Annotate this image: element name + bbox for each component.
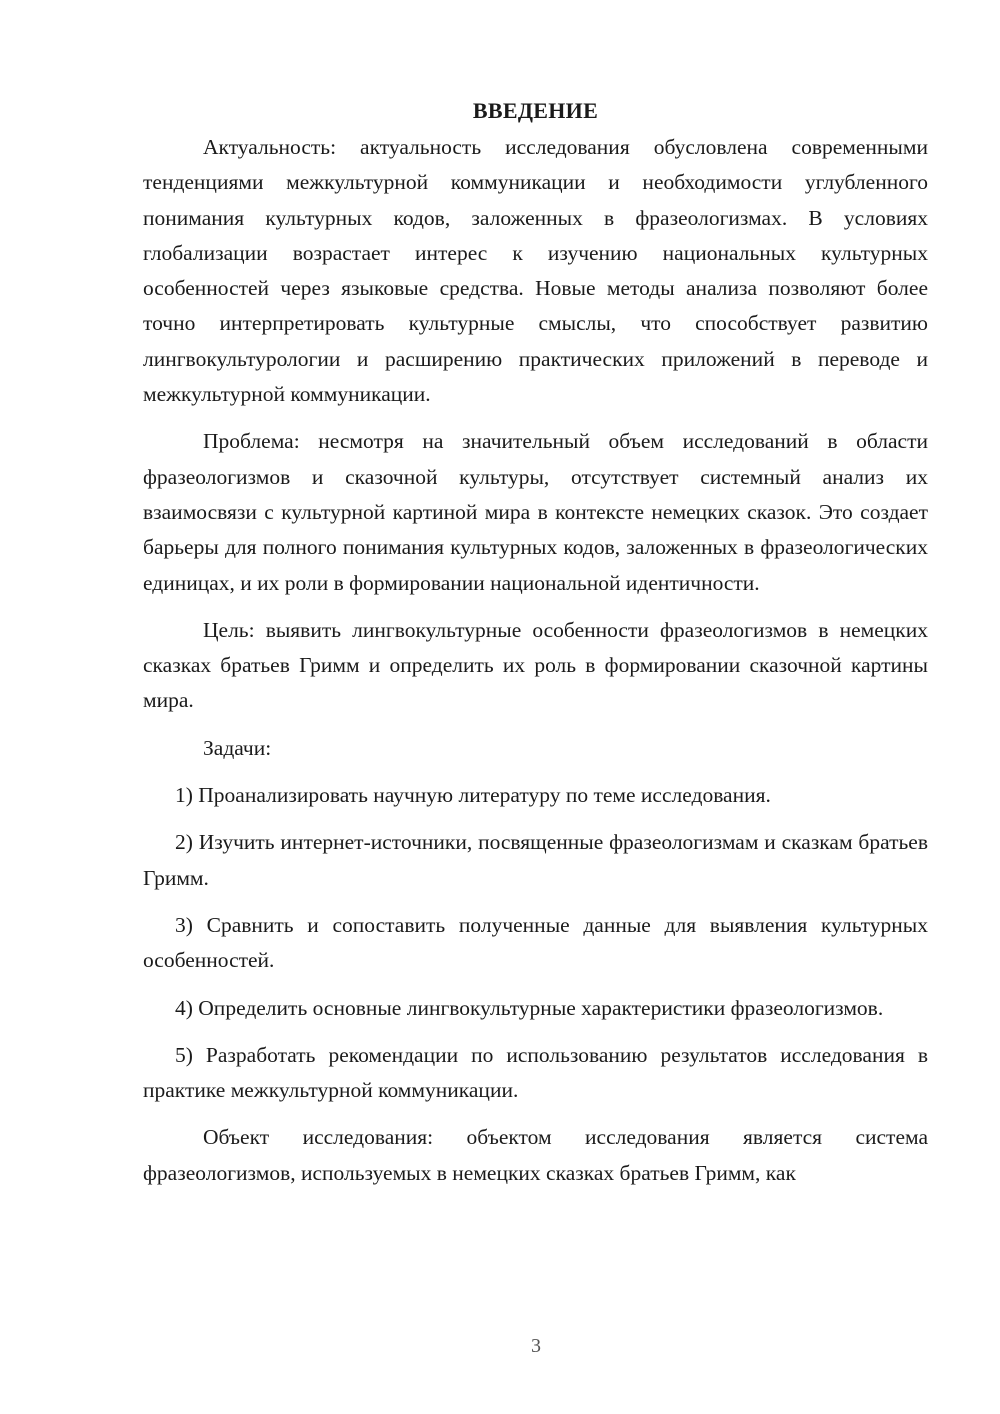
page-number: 3 — [531, 1335, 541, 1357]
task-item-1: 1) Проанализировать научную литературу по теме исследования. — [175, 783, 771, 808]
task-item-5: 5) Разработать рекомендации по использованию результатов исследования в практике межкультурной коммуникации. — [143, 1042, 928, 1103]
paragraph-problem: Проблема: несмотря на значительный объем исследований в области фразеологизмов и сказочной культуры, отсутствует системный анализ их взаимосвязи с культурной картиной мира в контексте немецких сказок. Это создает барьеры для полного понимания культурных кодов, заложенных в фразеологических единицах, и их роли в формировании национальной идентичности. — [143, 429, 928, 595]
task-item-4: 4) Определить основные лингвокультурные характеристики фразеологизмов. — [175, 995, 884, 1020]
section-heading: ВВЕДЕНИЕ — [472, 98, 599, 123]
tasks-label: Задачи: — [203, 735, 272, 760]
paragraph-goal: Цель: выявить лингвокультурные особенности фразеологизмов в немецких сказках братьев Гримм и определить их роль в формировании сказочной картины мира. — [143, 617, 928, 713]
document-body — [143, 96, 928, 1191]
paragraph-object: Объект исследования: объектом исследования является система фразеологизмов, используемых в немецких сказках братьев Гримм, как — [143, 1125, 928, 1185]
task-item-2: 2) Изучить интернет-источники, посвященные фразеологизмам и сказкам братьев Гримм. — [143, 830, 928, 890]
paragraph-relevance: Актуальность: актуальность исследования обусловлена современными тенденциями межкультурной коммуникации и необходимости углубленного понимания культурных кодов, заложенных в фразеологизмах. В условиях глобализации возрастает интерес к изучению национальных культурных особенностей через языковые средства. Новые методы анализа позволяют более точно интерпретировать культурные смыслы, что способствует развитию лингвокультурологии и расширению практических приложений в переводе и межкультурной коммуникации. — [143, 135, 928, 407]
task-item-3: 3) Сравнить и сопоставить полученные данные для выявления культурных особенностей. — [143, 912, 928, 973]
